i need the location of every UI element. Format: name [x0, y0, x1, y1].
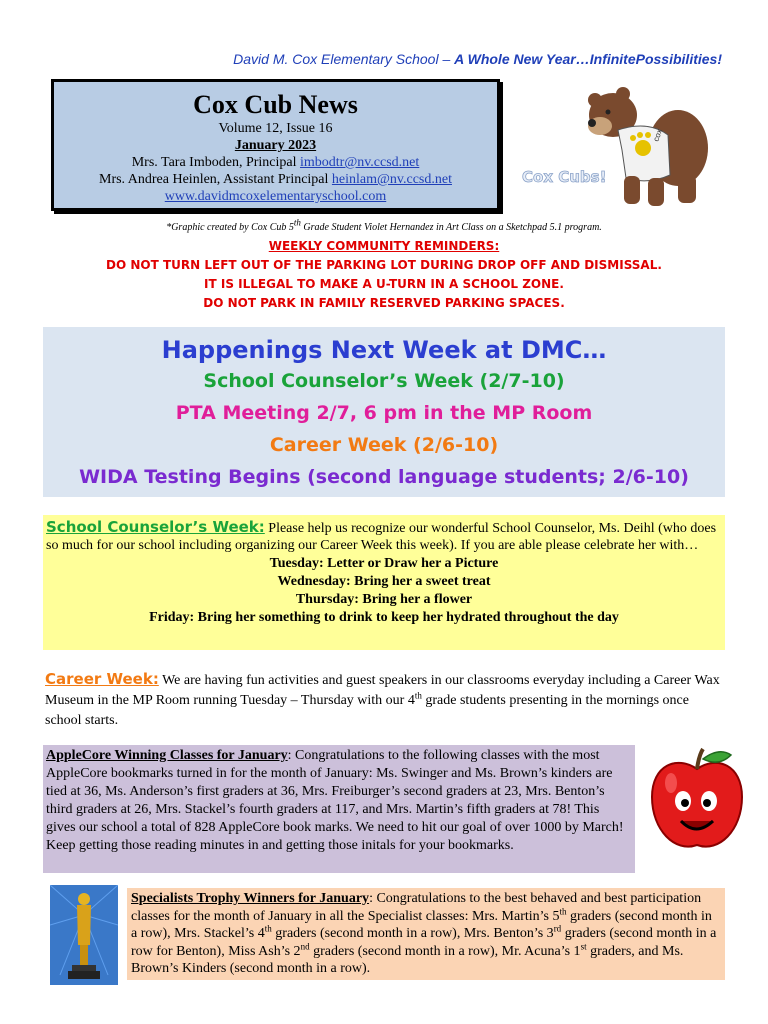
specialists-text: graders (second month in a row for Benton), Miss Ash’s 2 [131, 926, 717, 959]
credit-text-b: Grade Student Violet Hernandez in Art Class on a Sketchpad 5.1 program. [300, 222, 602, 233]
principal-name: Mrs. Tara Imboden, Principal [131, 155, 300, 170]
community-reminders [0, 237, 768, 313]
specialists-sup: th [559, 905, 567, 916]
specialists-text: : Congratulations to the best behaved and best participation classes for the month of January in all the Specialist classes: Mrs. Martin’s 5 [131, 891, 702, 924]
specialists-sup: th [264, 923, 272, 934]
reminder-item: DO NOT PARK IN FAMILY RESERVED PARKING SPACES. [203, 296, 565, 310]
specialists-sup: rd [553, 923, 562, 934]
apple-icon [647, 745, 747, 857]
counselor-paragraph [46, 519, 722, 554]
career-body-b: grade students presenting in the mornings once school starts. [45, 693, 689, 728]
specialists-text: graders, and Ms. Brown’s Kinders (second month in a row). [131, 943, 684, 976]
volume-issue: Volume 12, Issue 16 [218, 121, 333, 136]
assistant-email-link[interactable]: heinlam@nv.ccsd.net [331, 172, 452, 187]
happening-item: School Counselor’s Week (2/7-10) [203, 370, 565, 392]
career-body-a: We are having fun activities and guest speakers in our classrooms everyday including a Career Wax Museum in the MP Room running Tuesday – Thursday with our 4 [45, 673, 720, 708]
shirt-text: cox [651, 127, 665, 143]
tagline-school: David M. Cox Elementary School – [233, 51, 455, 67]
specialists-text: graders (second month in a row), Mrs. Benton’s 3 [271, 926, 554, 941]
newsletter-title: Cox Cub News [193, 90, 358, 119]
school-website-link[interactable]: www.davidmcoxelementaryschool.com [164, 189, 387, 204]
school-tagline [0, 51, 722, 67]
counselor-day: Tuesday: Letter or Draw her a Picture [269, 556, 499, 571]
counselor-week-section [43, 515, 725, 650]
cox-cubs-label: Cox Cubs! [522, 168, 607, 186]
trophy-icon [50, 885, 118, 985]
counselor-body: Please help us recognize our wonderful School Counselor, Ms. Deihl (who does so much for our school including organizing our Career Week this week). If you are able please celebrate her with… [46, 521, 717, 553]
applecore-section [43, 745, 635, 873]
happening-item: PTA Meeting 2/7, 6 pm in the MP Room [175, 402, 593, 424]
happenings-box [43, 327, 725, 497]
applecore-body: : Congratulations to the following classes with the most AppleCore bookmarks turned in for the month of January: Ms. Swinger and Ms. Brown’s kinders are tied at 36, Ms. Anderson’s first graders at 36, Mrs. Freiburger’s second graders at 23, Mrs. Benton’s third graders at 26, Mrs. Stackel’s fourth graders at 117, and Mrs. Martin’s fifth graders at 78! This gives our school a total of 828 AppleCore book marks. We need to hit our goal of over 1000 by March! Keep getting those reading minutes in and getting those initals for your bookmarks. [46, 748, 624, 853]
career-heading: Career Week: [45, 670, 159, 688]
career-sup: th [414, 690, 422, 701]
reminders-title: WEEKLY COMMUNITY REMINDERS: [268, 239, 500, 253]
specialists-heading: Specialists Trophy Winners for January [131, 891, 370, 906]
specialists-sup: nd [300, 940, 310, 951]
bear-mascot-icon [518, 80, 718, 215]
happenings-title: Happenings Next Week at DMC… [161, 336, 607, 364]
counselor-day: Wednesday: Bring her a sweet treat [277, 574, 491, 589]
reminder-item: IT IS ILLEGAL TO MAKE A U-TURN IN A SCHOOL ZONE. [204, 277, 564, 291]
specialists-sup: st [580, 940, 587, 951]
credit-sup: th [293, 217, 301, 228]
counselor-day: Thursday: Bring her a flower [295, 592, 473, 607]
tagline-motto: A Whole New Year…InfinitePossibilities! [454, 51, 722, 67]
credit-text-a: *Graphic created by Cox Cub 5 [166, 222, 294, 233]
applecore-heading: AppleCore Winning Classes for January [46, 748, 288, 763]
assistant-principal-name: Mrs. Andrea Heinlen, Assistant Principal [99, 172, 332, 187]
graphic-credit [0, 217, 768, 233]
counselor-heading: School Counselor’s Week: [46, 518, 265, 536]
principal-line [54, 154, 497, 171]
happening-item: WIDA Testing Begins (second language students; 2/6-10) [79, 466, 689, 488]
career-week-section [45, 669, 725, 731]
happening-item: Career Week (2/6-10) [269, 434, 499, 456]
assistant-principal-line [54, 171, 497, 188]
principal-email-link[interactable]: imbodtr@nv.ccsd.net [299, 155, 420, 170]
specialists-section [127, 888, 725, 980]
specialists-text: graders (second month in a row), Mr. Acuna’s 1 [309, 943, 581, 959]
specialists-text: graders (second month in a row), Mrs. Stackel’s 4 [131, 908, 712, 941]
reminder-item: DO NOT TURN LEFT OUT OF THE PARKING LOT DURING DROP OFF AND DISMISSAL. [106, 258, 662, 272]
newsletter-masthead [51, 79, 500, 211]
counselor-day: Friday: Bring her something to drink to keep her hydrated throughout the day [149, 610, 619, 625]
issue-date: January 2023 [234, 138, 317, 153]
